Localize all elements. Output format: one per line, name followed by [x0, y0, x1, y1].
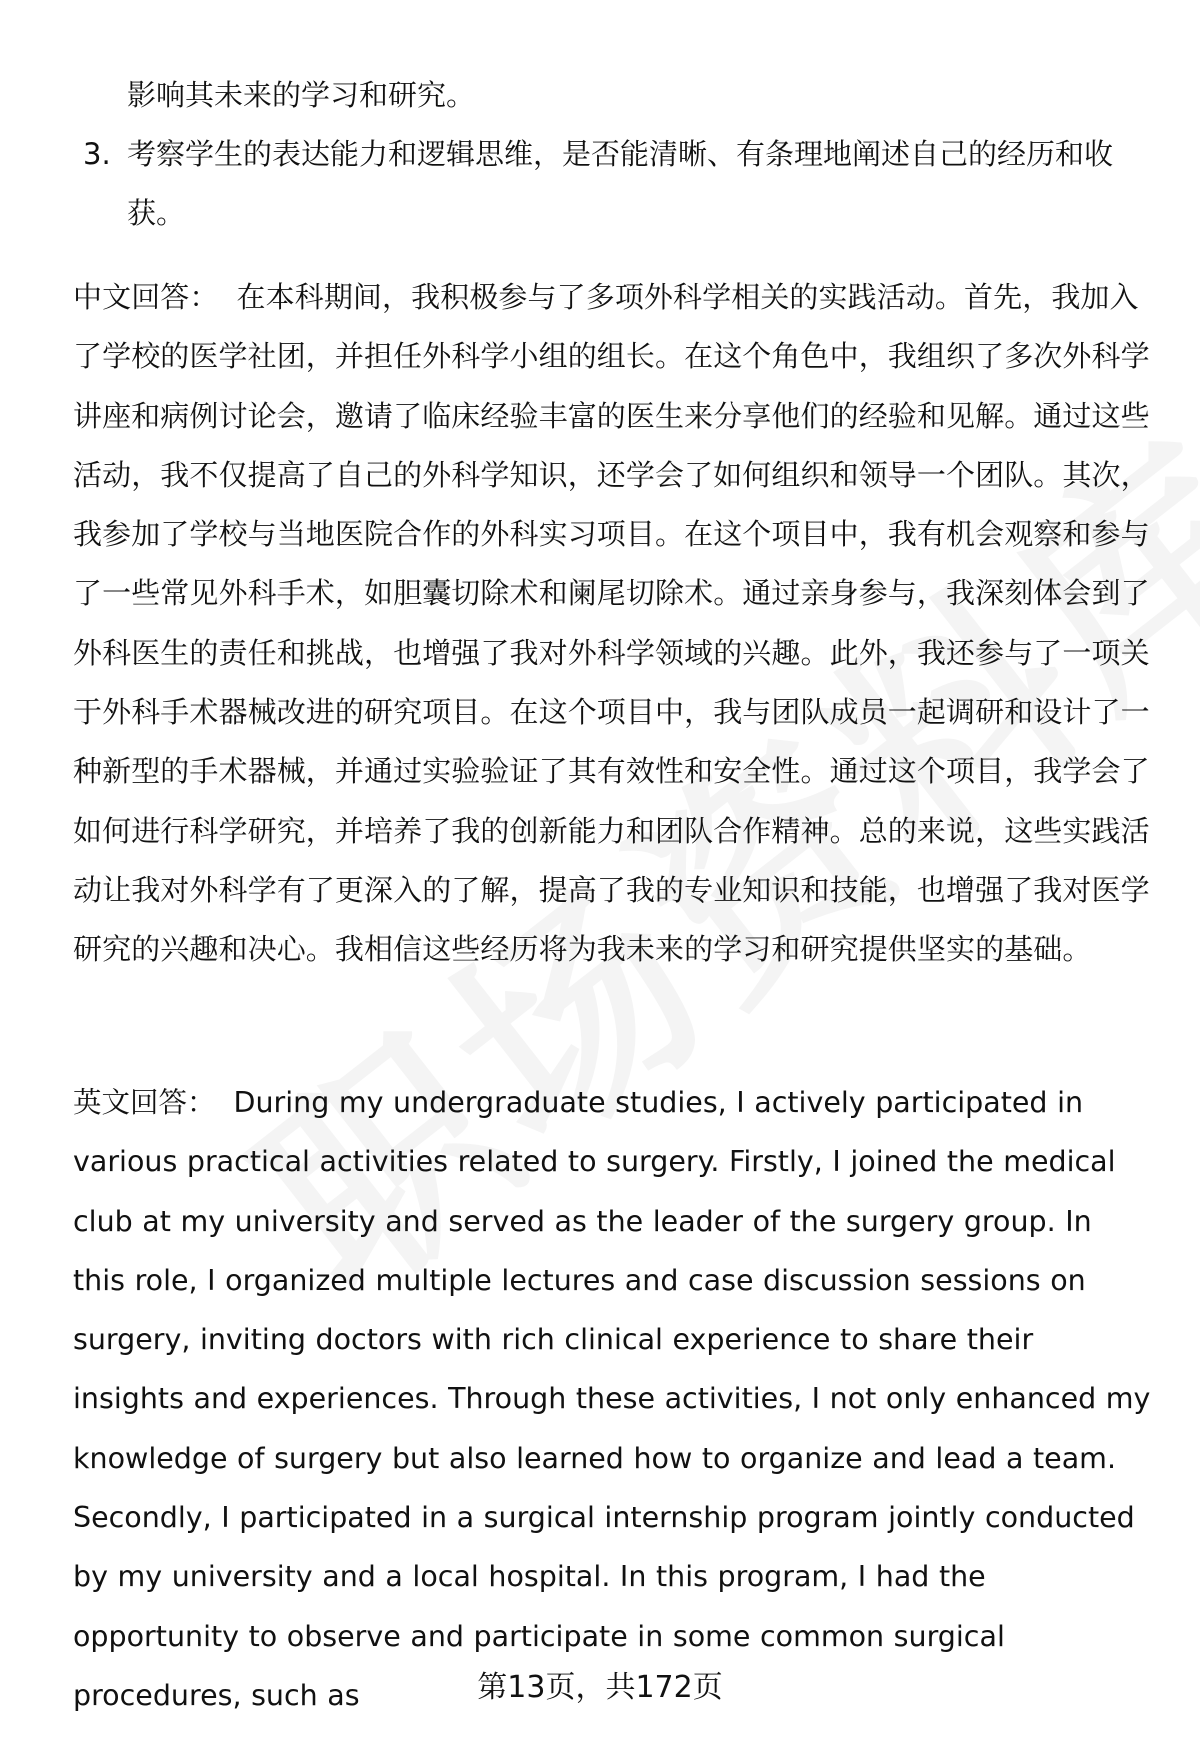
page-indicator: 第13页，共172页	[477, 1670, 723, 1705]
chinese-answer-label: 中文回答：	[73, 280, 219, 314]
list-item-3-text: 考察学生的表达能力和逻辑思维，是否能清晰、有条理地阐述自己的经历和收获。	[127, 137, 1114, 230]
english-answer-text: During my undergraduate studies, I actively participated in various practical activities related to surgery. Firstly, I joined the medical club at my university and served as the leader of the surgery group. In this role, I organized multiple lectures and case discussion sessions on surgery, inviting doctors with rich clinical experience to share their insights and experiences. Through these activities, I not only enhanced my knowledge of surgery but also learned how to organize and lead a team. Secondly, I participated in a surgical internship program jointly conducted by my university and a local hospital. In this program, I had the opportunity to observe and participate in some common surgical procedures, such as	[73, 1086, 1151, 1712]
list-item-2-continuation	[127, 66, 1137, 125]
chinese-answer-text: 在本科期间，我积极参与了多项外科学相关的实践活动。首先，我加入了学校的医学社团，并担任外科学小组的组长。在这个角色中，我组织了多次外科学讲座和病例讨论会，邀请了临床经验丰富的医生来分享他们的经验和见解。通过这些活动，我不仅提高了自己的外科学知识，还学会了如何组织和领导一个团队。其次，我参加了学校与当地医院合作的外科实习项目。在这个项目中，我有机会观察和参与了一些常见外科手术，如胆囊切除术和阑尾切除术。通过亲身参与，我深刻体会到了外科医生的责任和挑战，也增强了我对外科学领域的兴趣。此外，我还参与了一项关于外科手术器械改进的研究项目。在这个项目中，我与团队成员一起调研和设计了一种新型的手术器械，并通过实验验证了其有效性和安全性。通过这个项目，我学会了如何进行科学研究，并培养了我的创新能力和团队合作精神。总的来说，这些实践活动让我对外科学有了更深入的了解，提高了我的专业知识和技能，也增强了我对医学研究的兴趣和决心。我相信这些经历将为我未来的学习和研究提供坚实的基础。	[73, 280, 1150, 967]
page-footer	[0, 1663, 1200, 1713]
chinese-answer-paragraph	[73, 268, 1153, 980]
english-answer-label: 英文回答：	[73, 1086, 216, 1119]
list-item-2-continuation-text: 影响其未来的学习和研究。	[127, 78, 476, 112]
list-item-3-number: 3.	[83, 137, 111, 171]
english-answer-paragraph	[73, 1073, 1153, 1725]
list-item-3	[83, 125, 1137, 243]
